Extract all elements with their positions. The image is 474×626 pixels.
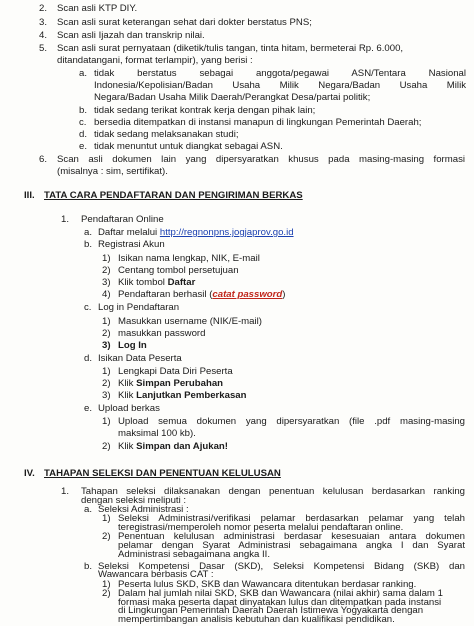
statement-item: bersedia ditempatkan di instansi manapun di lingkungan Pemerintah Daerah;	[94, 117, 422, 128]
step-number: 1)	[102, 366, 111, 377]
step-number: 2)	[102, 378, 111, 389]
statement-letter: b.	[79, 105, 88, 116]
step-item: Upload semua dokumen yang dipersyaratkan (file .pdf masing-masing	[118, 416, 465, 427]
step-number: 2)	[102, 531, 111, 543]
section-number: IV.	[24, 468, 35, 479]
sub-item-continuation: Wawancara berbasis CAT :	[98, 569, 214, 581]
statement-letter: a.	[79, 68, 88, 79]
step-continuation: pelamar dengan Syarat Administrasi sebagaimana angka I dan Syarat	[118, 539, 465, 551]
step-number: 1)	[102, 316, 111, 327]
step-item: Klik Lanjutkan Pemberkasan	[118, 390, 247, 401]
sub-letter: b.	[84, 239, 93, 250]
statement-item: tidak sedang terikat kontrak kerja dengan pihak lain;	[94, 105, 316, 116]
section-title: TAHAPAN SELEKSI DAN PENENTUAN KELULUSAN	[44, 468, 281, 479]
registration-link[interactable]: http://regnonpns.jogjaprov.go.id	[159, 227, 294, 238]
step-continuation: formasi maka peserta dapat dinyatakan lulus dan ditempatkan pada instansi	[118, 596, 442, 608]
sub-letter: d.	[84, 353, 93, 364]
sub-item: Seleksi Kompetensi Dasar (SKD), Seleksi Kompetensi Bidang (SKB) dan	[98, 560, 465, 572]
section-title: TATA CARA PENDAFTARAN DAN PENGIRIMAN BERKAS	[44, 190, 303, 201]
sub-letter: a.	[84, 227, 93, 238]
step-item: Masukkan username (NIK/E-mail)	[118, 316, 262, 327]
step-continuation: teregistrasi/memperoleh nomor peserta melalui pendaftaran online.	[118, 521, 404, 533]
step-number: 2)	[102, 441, 111, 452]
sub-item: Upload berkas	[98, 403, 160, 414]
list-item: Scan asli dokumen lain yang dipersyaratkan khusus pada masing-masing formasi	[57, 154, 465, 165]
list-item-continuation: (misalnya : sim, sertifikat).	[57, 166, 168, 177]
list-item: Scan asli KTP DIY.	[57, 3, 138, 14]
step-number: 2)	[102, 328, 111, 339]
step-number: 2)	[102, 265, 111, 276]
statement-continuation: Indonesia/Kepolisian/Badan Usaha Milik Negara/Badan Usaha Milik	[94, 80, 466, 91]
statement-item: tidak berstatus sebagai anggota/pegawai ASN/Tentara Nasional	[94, 68, 466, 79]
step-continuation: di Lingkungan Pemerintah Daerah Daerah Istimewa Yogyakarta dengan	[118, 605, 424, 617]
step-number: 3)	[102, 390, 111, 401]
list-item: Pendaftaran Online	[81, 214, 164, 225]
statement-item: tidak menuntut untuk diangkat sebagai ASN.	[94, 141, 283, 152]
step-number: 1)	[102, 578, 111, 590]
step-number: 1)	[102, 253, 111, 264]
statement-letter: e.	[79, 141, 88, 152]
statement-continuation: Negara/Badan Usaha Milik Daerah/Perangkat Desa/partai politik;	[94, 92, 371, 103]
list-item: Scan asli Ijazah dan transkrip nilai.	[57, 30, 205, 41]
sub-item: Daftar melalui http://regnonpns.jogjaprov.go.id	[98, 227, 294, 238]
sub-item: Seleksi Administrasi :	[98, 503, 189, 515]
sub-item: Log in Pendaftaran	[98, 302, 180, 313]
step-number: 1)	[102, 513, 111, 525]
step-item: Seleksi Administrasi/verifikasi pelamar berdasarkan pelamar yang telah	[118, 513, 465, 525]
statement-item: tidak sedang melaksanakan studi;	[94, 129, 239, 140]
section-number: III.	[24, 190, 35, 201]
sub-letter: e.	[84, 403, 93, 414]
step-item: Dalam hal jumlah nilai SKD, SKB dan Wawancara (nilai akhir) sama dalam 1	[118, 588, 443, 600]
step-number: 3)	[102, 277, 111, 288]
step-continuation: mempertimbangan analisis kebutuhan dan kualifikasi pendidikan.	[118, 614, 395, 625]
sub-letter: b.	[84, 560, 93, 572]
list-number: 2.	[39, 3, 48, 14]
list-item-continuation: ditandatangani, format terlampir), yang berisi :	[57, 55, 253, 66]
step-item: Peserta lulus SKD, SKB dan Wawancara ditentukan berdasar ranking.	[118, 578, 417, 590]
statement-letter: d.	[79, 129, 88, 140]
step-item: Log In	[118, 340, 147, 351]
step-continuation: maksimal 100 kb).	[118, 428, 196, 439]
step-item: Klik tombol Daftar	[118, 277, 196, 288]
step-number: 4)	[102, 289, 111, 300]
step-continuation: Administrasi sebagaimana angka II.	[118, 548, 270, 560]
list-number: 4.	[39, 30, 48, 41]
step-item: Klik Simpan Perubahan	[118, 378, 224, 389]
list-item: Scan asli surat keterangan sehat dari dokter berstatus PNS;	[57, 17, 312, 28]
step-number: 2)	[102, 588, 111, 600]
list-number: 5.	[39, 43, 48, 54]
list-number: 1.	[61, 214, 70, 225]
note-highlight: catat password	[212, 289, 283, 300]
step-number: 1)	[102, 416, 111, 427]
sub-letter: a.	[84, 503, 93, 515]
step-item: Isikan nama lengkap, NIK, E-mail	[118, 253, 260, 264]
list-number: 1.	[61, 485, 70, 497]
step-item: Penentuan kelulusan administrasi berdasar kesesuaian antara dokumen	[118, 531, 465, 543]
step-item: Pendaftaran berhasil (catat password)	[118, 289, 286, 300]
list-item: Scan asli surat pernyataan (diketik/tulis tangan, tinta hitam, bermeterai Rp. 6.000,	[57, 43, 404, 54]
step-number: 3)	[102, 340, 111, 351]
step-item: Centang tombol persetujuan	[118, 265, 239, 276]
list-number: 3.	[39, 17, 48, 28]
sub-item: Registrasi Akun	[98, 239, 165, 250]
list-item-continuation: dengan seleksi meliputi :	[81, 494, 187, 506]
list-item: Tahapan seleksi dilaksanakan dengan penentuan kelulusan berdasarkan ranking	[81, 485, 465, 497]
statement-letter: c.	[79, 117, 87, 128]
list-number: 6.	[39, 154, 48, 165]
sub-item: Isikan Data Peserta	[98, 353, 182, 364]
step-item: Lengkapi Data Diri Peserta	[118, 366, 233, 377]
step-item: masukkan password	[118, 328, 206, 339]
step-item: Klik Simpan dan Ajukan!	[118, 441, 228, 452]
sub-letter: c.	[84, 302, 92, 313]
